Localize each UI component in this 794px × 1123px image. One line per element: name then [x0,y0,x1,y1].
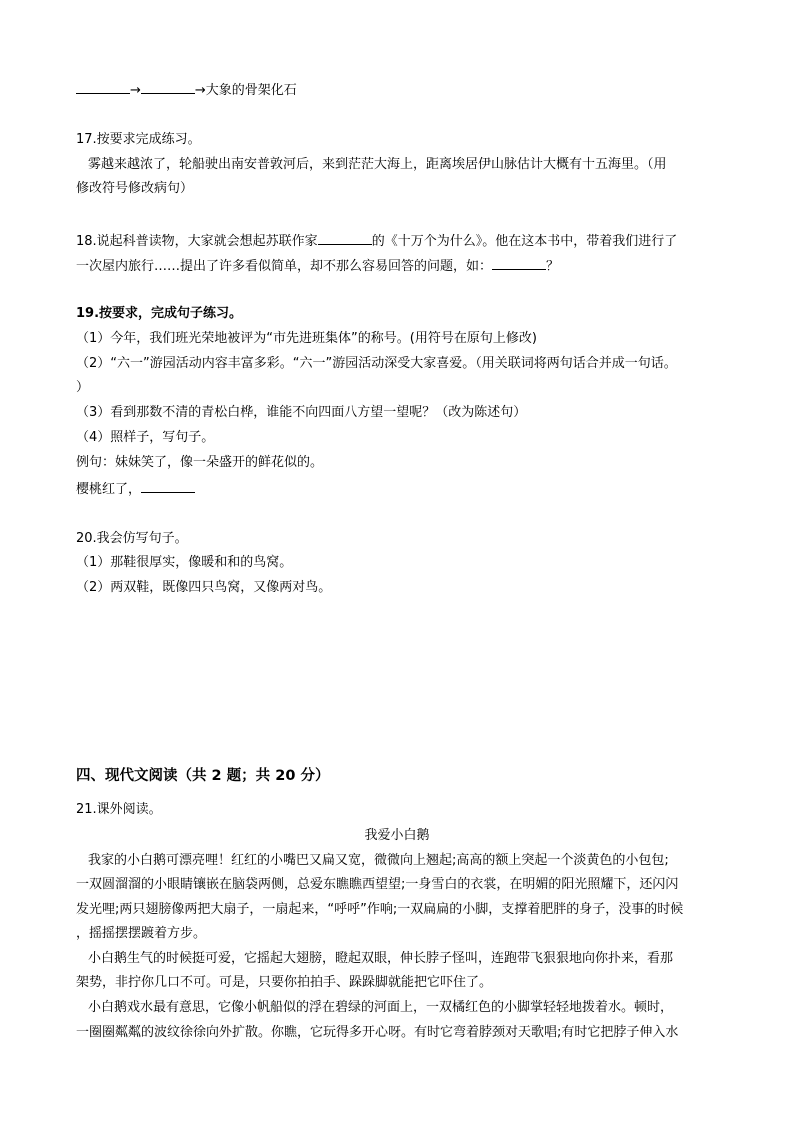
q20-item: （2）两双鞋，既像四只鸟窝，又像两对鸟。 [76,580,332,595]
answer-blank[interactable] [141,81,195,94]
q18-line [76,232,722,250]
q19-item: （1）今年，我们班光荣地被评为“市先进班集体”的称号。(用符号在原句上修改) [76,331,537,346]
q19-item: ） [76,380,90,395]
passage-line: 架势，非拧你几口不可。可是，只要你拍拍手、跺跺脚就能把它吓住了。 [76,975,493,990]
passage-line: 一双圆溜溜的小眼睛镶嵌在脑袋两侧，总爱东瞧瞧西望望;一身雪白的衣裳，在明媚的阳光照耀下，还闪闪 [76,877,679,892]
section-heading: 四、现代文阅读（共 2 题；共 20 分） [76,768,330,784]
passage-line: 发光哩;两只翅膀像两把大扇子，一扇起来，“呼呼”作响;一双扁扁的小脚，支撑着肥胖的身子，没事的时候 [76,902,684,917]
q19-heading: 19.按要求，完成句子练习。 [76,306,243,321]
passage-title: 我爱小白鹅 [364,828,430,843]
q20-item: （1）那鞋很厚实，像暖和和的鸟窝。 [76,555,293,570]
passage-line: 我家的小白鹅可漂亮哩！红红的小嘴巴又扁又宽，微微向上翘起;高高的额上突起一个淡黄色的小包包; [88,853,669,868]
answer-blank[interactable] [318,232,372,245]
fossil-text: →大象的骨架化石 [194,83,297,98]
q17-text-line: 修改符号修改病句） [76,181,194,196]
answer-blank[interactable] [492,257,546,270]
q19-item: （3）看到那数不清的青松白桦，谁能不向四面八方望一望呢？（改为陈述句） [76,405,527,420]
q18-line [76,257,722,275]
passage-line: 小白鹅戏水最有意思，它像小帆船似的浮在碧绿的河面上，一双橘红色的小脚掌轻轻地拨着水。顿时， [88,1000,674,1015]
q18-text: 一次屋内旅行……提出了许多看似简单，却不那么容易回答的问题，如： [76,259,493,274]
passage-line: ，摇摇摆摆踱着方步。 [76,926,207,941]
passage-line: 一圈圈粼粼的波纹徐徐向外扩散。你瞧，它玩得多开心呀。有时它弯着脖颈对天歌唱;有时它把脖子伸入水 [76,1025,679,1040]
q19-item: （2）“六一”游园活动内容丰富多彩。“六一”游园活动深受大家喜爱。（用关联词将两句话合并成一句话。 [76,356,677,371]
q18-text: 的《十万个为什么》。他在这本书中，带着我们进行了 [371,234,678,249]
q17-text-line: 雾越来越浓了，轮船驶出南安普敦河后，来到茫茫大海上，距离埃居伊山脉估计大概有十五海里。（用 [88,157,667,172]
q19-prompt: 樱桃红了， [76,482,142,497]
q18-text: 18.说起科普读物，大家就会想起苏联作家 [76,234,318,249]
answer-chain-line [76,81,722,99]
q19-prompt-line [76,480,722,498]
q19-item: （4）照样子，写句子。 [76,430,215,445]
q20-heading: 20.我会仿写句子。 [76,531,188,546]
q19-example: 例句：妹妹笑了，像一朵盛开的鲜花似的。 [76,455,324,470]
arrow-text: → [130,83,141,98]
answer-blank[interactable] [76,81,130,94]
q17-heading: 17.按要求完成练习。 [76,132,201,147]
answer-blank[interactable] [141,480,195,493]
q21-heading: 21.课外阅读。 [76,802,162,817]
q18-text: ？ [546,259,560,274]
passage-line: 小白鹅生气的时候挺可爱，它摇起大翅膀，瞪起双眼，伸长脖子怪叫，连跑带飞狠狠地向你扑来，看那 [88,951,674,966]
